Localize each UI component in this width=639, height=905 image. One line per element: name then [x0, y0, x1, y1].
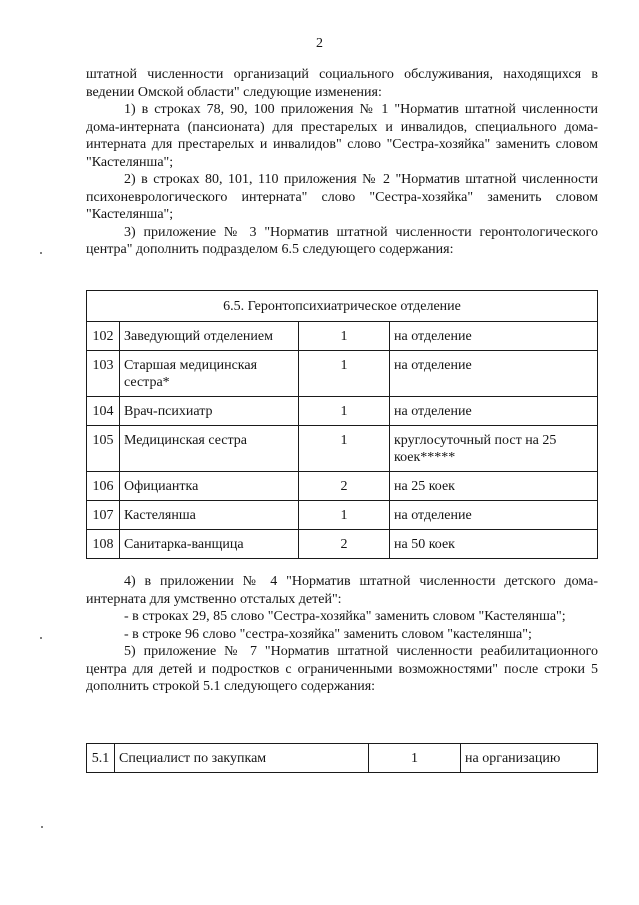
table-row: [87, 351, 598, 397]
quantity-cell: 1: [299, 322, 390, 351]
intro-text: [86, 66, 598, 259]
position-cell: Специалист по закупкам: [115, 744, 369, 773]
position-cell: Старшая медицинская сестра*: [120, 351, 299, 397]
quantity-cell: 1: [299, 501, 390, 530]
item-4a-paragraph: - в строках 29, 85 слово "Сестра-хозяйка" заменить словом "Кастелянша";: [124, 609, 566, 624]
item-4-paragraph: 4) в приложении № 4 "Норматив штатной численности детского дома-интерната для умственно отсталых детей":: [86, 574, 598, 607]
item-4b-paragraph: - в строке 96 слово "сестра-хозяйка" заменить словом "кастелянша";: [124, 626, 532, 642]
middle-text: [86, 573, 598, 696]
table-row: [87, 322, 598, 351]
table1-body: [87, 291, 598, 559]
scan-speck: [41, 826, 43, 828]
table-section-title: 6.5. Геронтопсихиатрическое отделение: [87, 291, 598, 322]
row-number: 102: [87, 322, 120, 351]
table-row: [87, 426, 598, 472]
item-2-paragraph: 2) в строках 80, 101, 110 приложения № 2 "Норматив штатной численности психоневрологического интерната" слово "Сестра-хозяйка" заменить словом "Кастелянша";: [86, 172, 598, 222]
basis-cell: на отделение: [390, 351, 598, 397]
scan-speck: [40, 252, 42, 254]
basis-cell: на отделение: [390, 322, 598, 351]
position-cell: Медицинская сестра: [120, 426, 299, 472]
row-number: 104: [87, 397, 120, 426]
gerontopsychiatric-table: [86, 290, 598, 559]
quantity-cell: 1: [299, 351, 390, 397]
position-cell: Санитарка-ванщица: [120, 530, 299, 559]
row-number: 105: [87, 426, 120, 472]
quantity-cell: 2: [299, 530, 390, 559]
item-5-paragraph: 5) приложение № 7 "Норматив штатной численности реабилитационного центра для детей и подростков с ограниченными возможностями" после строки 5 дополнить строкой 5.1 следующего содержания:: [86, 644, 598, 694]
position-cell: Заведующий отделением: [120, 322, 299, 351]
quantity-cell: 1: [369, 744, 461, 773]
table-row: [87, 501, 598, 530]
quantity-cell: 1: [299, 426, 390, 472]
page-number: 2: [316, 36, 323, 51]
position-cell: Врач-психиатр: [120, 397, 299, 426]
item-1-paragraph: 1) в строках 78, 90, 100 приложения № 1 "Норматив штатной численности дома-интерната (пансионата) для престарелых и инвалидов, специального дома-интерната для престарелых и инвалидов" слово "Сестра-хозяйка" заменить словом "Кастелянша";: [86, 102, 598, 170]
table-row: [87, 530, 598, 559]
basis-cell: на 25 коек: [390, 472, 598, 501]
basis-cell: на отделение: [390, 397, 598, 426]
table2-body: [87, 744, 598, 773]
position-cell: Официантка: [120, 472, 299, 501]
table-header-row: [87, 291, 598, 322]
row-number: 108: [87, 530, 120, 559]
table-row: [87, 397, 598, 426]
scan-speck: [40, 637, 42, 639]
row-number: 103: [87, 351, 120, 397]
table-row: [87, 744, 598, 773]
quantity-cell: 1: [299, 397, 390, 426]
table-row: [87, 472, 598, 501]
procurement-table: [86, 743, 598, 773]
row-number: 107: [87, 501, 120, 530]
row-number: 106: [87, 472, 120, 501]
item-3-paragraph: 3) приложение № 3 "Норматив штатной численности геронтологического центра" дополнить подразделом 6.5 следующего содержания:: [86, 224, 598, 257]
position-cell: Кастелянша: [120, 501, 299, 530]
row-number: 5.1: [87, 744, 115, 773]
quantity-cell: 2: [299, 472, 390, 501]
basis-cell: на 50 коек: [390, 530, 598, 559]
intro-paragraph: штатной численности организаций социального обслуживания, находящихся в ведении Омской области" следующие изменения:: [86, 67, 598, 100]
basis-cell: на отделение: [390, 501, 598, 530]
basis-cell: круглосуточный пост на 25 коек*****: [390, 426, 598, 472]
basis-cell: на организацию: [461, 744, 598, 773]
